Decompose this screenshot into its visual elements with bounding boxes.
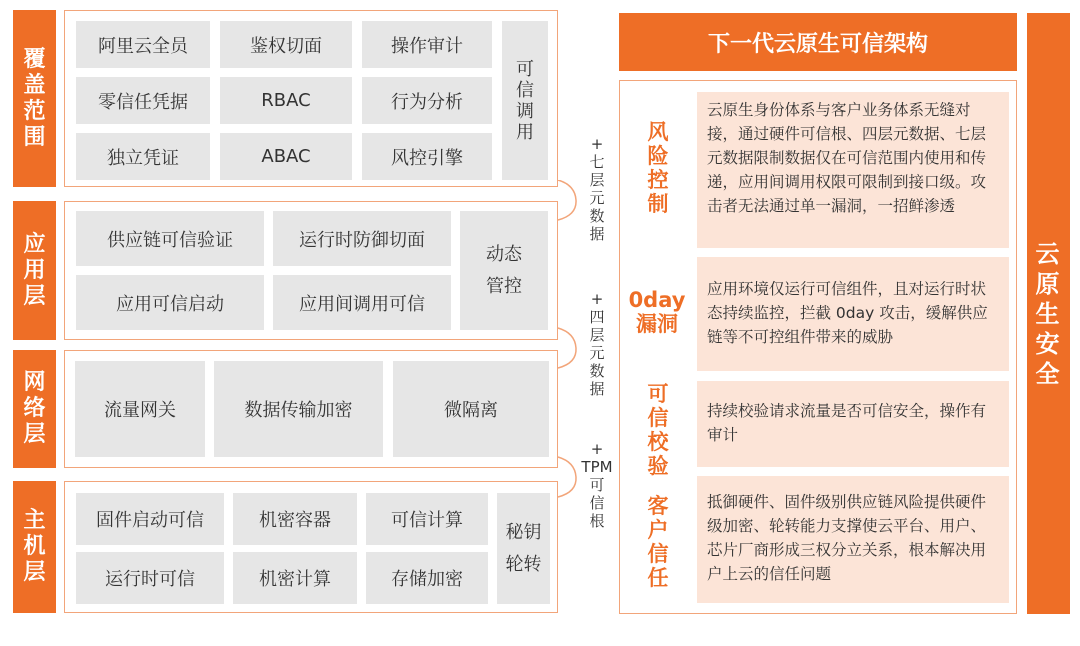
description-0day: 应用环境仅运行可信组件，且对运行时状态持续监控，拦截 0day 攻击，缓解供应链等不可控组件带来的威胁 [697, 257, 1009, 371]
host-cell: 机密容器 [233, 493, 357, 545]
architecture-title: 下一代云原生可信架构 [619, 13, 1017, 71]
connector-curve-3 [558, 457, 576, 497]
host-cell: 机密计算 [233, 552, 357, 604]
connector-label-2: + 四层元数据 [589, 290, 605, 398]
category-customer-trust: 客户信任 [647, 494, 669, 590]
category-trust-verify: 可信校验 [647, 382, 669, 478]
category-0day: 0day 漏洞 [628, 288, 686, 336]
network-cell: 数据传输加密 [214, 361, 383, 457]
host-cell: 固件启动可信 [76, 493, 224, 545]
host-cell: 运行时可信 [76, 552, 224, 604]
coverage-cell: 风控引擎 [362, 133, 492, 180]
coverage-cell: 操作审计 [362, 21, 492, 68]
connector-label-1: + 七层元数据 [589, 135, 605, 243]
description-risk-control: 云原生身份体系与客户业务体系无缝对接，通过硬件可信根、四层元数据、七层元数据限制数据仅在可信范围内使用和传递，应用间调用权限可限制到接口级。攻击者无法通过单一漏洞，一招鲜渗透 [697, 92, 1009, 248]
layer-label-app: 应用层 [13, 201, 56, 340]
host-cell: 存储加密 [366, 552, 488, 604]
layer-label-host: 主机层 [13, 481, 56, 613]
description-customer-trust: 抵御硬件、固件级别供应链风险提供硬件级加密、轮转能力支撑使云平台、用户、芯片厂商形成三权分立关系，根本解决用户上云的信任问题 [697, 476, 1009, 603]
connector-curve-1 [558, 180, 576, 220]
coverage-cell: 行为分析 [362, 77, 492, 124]
coverage-cell: ABAC [220, 133, 352, 180]
app-side-cell: 动态管控 [460, 211, 548, 330]
category-risk-control: 风险控制 [647, 120, 669, 216]
network-cell: 流量网关 [75, 361, 205, 457]
host-side-cell: 秘钥轮转 [497, 493, 550, 604]
coverage-cell: RBAC [220, 77, 352, 124]
network-cell: 微隔离 [393, 361, 549, 457]
coverage-cell: 零信任凭据 [76, 77, 210, 124]
coverage-cell: 阿里云全员 [76, 21, 210, 68]
description-trust-verify: 持续校验请求流量是否可信安全，操作有审计 [697, 381, 1009, 467]
coverage-cell: 独立凭证 [76, 133, 210, 180]
layer-label-coverage: 覆盖范围 [13, 10, 56, 187]
app-cell: 运行时防御切面 [273, 211, 451, 266]
connector-curve-2 [558, 328, 576, 368]
app-cell: 应用间调用可信 [273, 275, 451, 330]
host-cell: 可信计算 [366, 493, 488, 545]
coverage-cell: 鉴权切面 [220, 21, 352, 68]
app-cell: 应用可信启动 [76, 275, 264, 330]
app-cell: 供应链可信验证 [76, 211, 264, 266]
cloud-native-security-label: 云原生安全 [1027, 13, 1070, 614]
layer-label-network: 网络层 [13, 350, 56, 468]
coverage-side-cell: 可信调用 [502, 21, 548, 180]
connector-label-3: + TPM 可信根 [581, 440, 613, 530]
